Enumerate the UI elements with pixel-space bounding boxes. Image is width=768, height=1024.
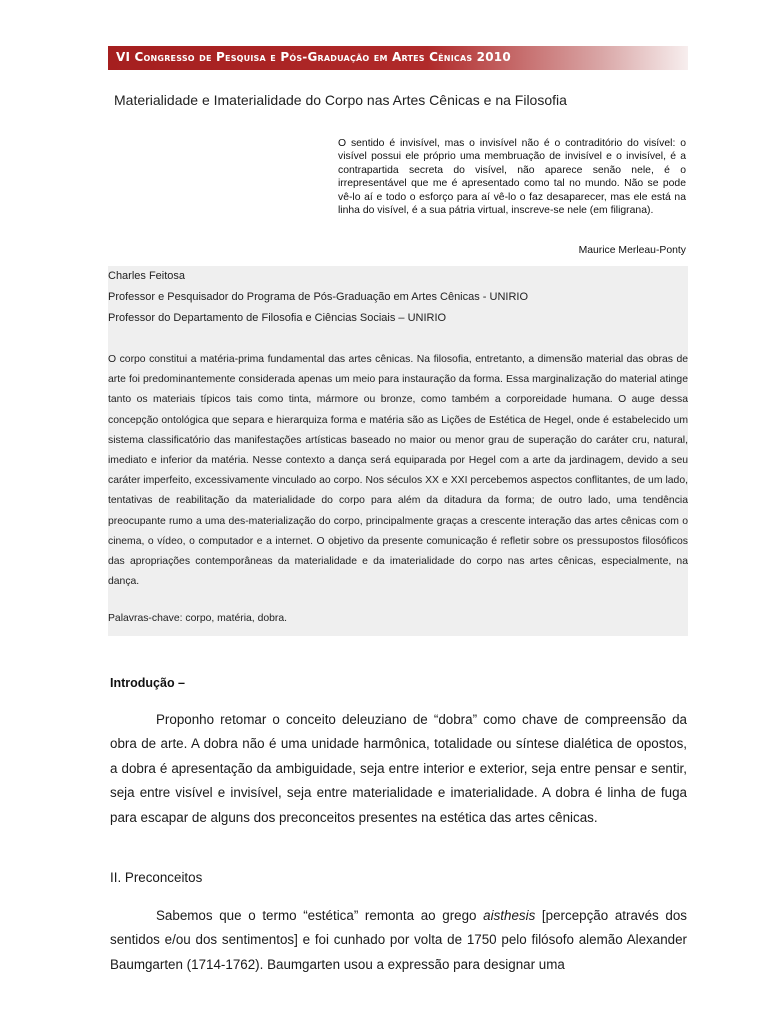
paragraph-italic-term: aisthesis	[483, 908, 536, 923]
epigraph-author: Maurice Merleau-Ponty	[578, 245, 686, 256]
intro-paragraph: Proponho retomar o conceito deleuziano de “dobra” como chave de compreensão da obra de arte. A dobra não é uma unidade harmônica, totalidade ou síntese dialética de opostos, a dobra é apresentação da ambiguidade, seja entre interior e exterior, seja entre pensar e sentir, seja entre visível e invisível, seja entre materialidade e imaterialidade. A dobra é linha de fuga para escapar de alguns dos preconceitos presentes na estética das artes cênicas.	[110, 712, 687, 825]
paragraph-text-start: Sabemos que o termo “estética” remonta ao grego	[156, 908, 484, 923]
keywords: Palavras-chave: corpo, matéria, dobra.	[108, 613, 288, 624]
author-name: Charles Feitosa	[108, 270, 186, 282]
section-heading-preconceitos: II. Preconceitos	[110, 870, 203, 885]
intro-heading: Introdução –	[110, 676, 186, 690]
abstract-text: O corpo constitui a matéria-prima fundamental das artes cênicas. Na filosofia, entretanto, a dimensão material das obras de arte foi predominantemente considerada apenas um meio para instauração da forma. Essa marginalização do material atinge tanto os materiais típicos tais como tinta, mármore ou bronze, como também a corporeidade humana. O auge dessa concepção ontológica que separa e hierarquiza forma e matéria são as Lições de Estética de Hegel, onde é estabelecido um sistema classificatório das manifestações artísticas baseado no maior ou menor grau de superação do caráter cru, natural, imediato e inferior da matéria. Nesse contexto a dança será equiparada por Hegel com a arte da jardinagem, devido a seu caráter imperfeito, excessivamente vinculado ao corpo. Nos séculos XX e XXI percebemos aspectos conflitantes, de um lado, tentativas de reabilitação da materialidade do corpo para além da ditadura da forma; de outro lado, uma tendência preocupante rumo a uma des-materialização do corpo, principalmente graças a crescente interação das artes cênicas com o cinema, o vídeo, o computador e a internet. O objetivo da presente comunicação é refletir sobre os pressupostos filosóficos das apropriações contemporâneas da materialidade e da imaterialidade do corpo nas artes cênicas, especialmente, na dança.	[108, 354, 688, 588]
section-paragraph	[110, 904, 687, 980]
epigraph-quote: O sentido é invisível, mas o invisível não é o contraditório do visível: o visível possui ele próprio uma membruação de invisível e o invisível, é a contrapartida secreta do visível, não aparece senão nele, é o irrepresentável que me é apresentado como tal no mundo. Não se pode vê-lo aí e todo o esforço para aí vê-lo o faz desaparecer, mas ele está na linha do visível, é a sua pátria virtual, inscreve-se nele (em filigrana).	[338, 138, 686, 217]
conference-banner-text: VI Congresso de Pesquisa e Pós-Graduação em Artes Cênicas 2010	[116, 50, 511, 64]
author-affiliation-2: Professor do Departamento de Filosofia e Ciências Sociais – UNIRIO	[108, 312, 447, 324]
abstract-box	[108, 266, 688, 636]
conference-banner	[108, 46, 688, 70]
paragraph-text-end: [percepção através dos sentidos e/ou dos sentimentos] e foi cunhado por volta de 1750 pelo filósofo alemão Alexander Baumgarten (1714-1762). Baumgarten usou a expressão para designar uma	[110, 908, 687, 972]
paper-title: Materialidade e Imaterialidade do Corpo nas Artes Cênicas e na Filosofia	[114, 92, 567, 108]
author-affiliation-1: Professor e Pesquisador do Programa de Pós-Graduação em Artes Cênicas - UNIRIO	[108, 291, 529, 303]
